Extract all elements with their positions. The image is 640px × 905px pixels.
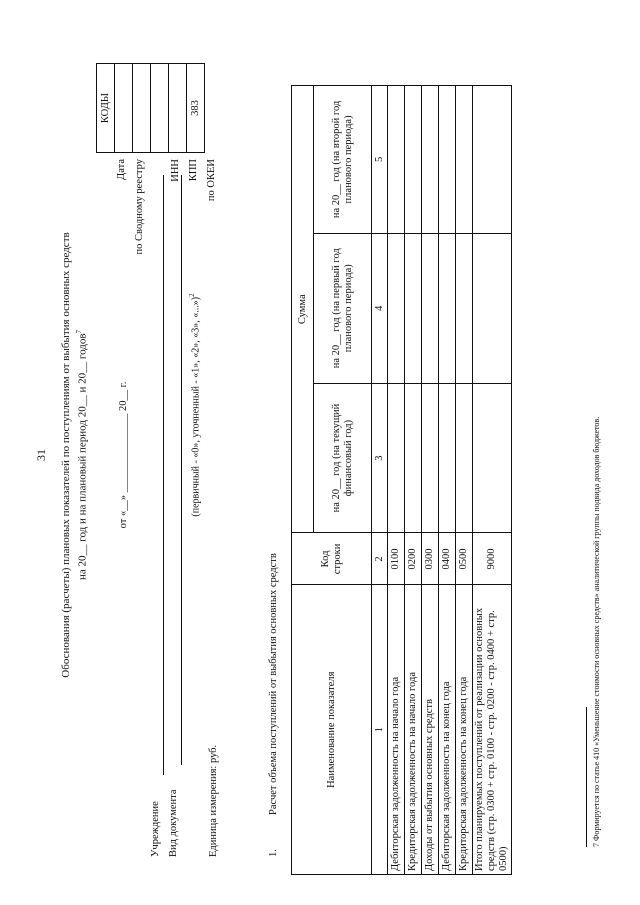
col-header-code: Код строки xyxy=(292,533,372,585)
date-line: от «__» _______________ 20__ г. xyxy=(118,381,129,529)
cell-sum-first[interactable] xyxy=(422,233,439,383)
cell-sum-first[interactable] xyxy=(439,233,456,383)
row-name: Доходы от выбытия основных средств xyxy=(422,585,439,875)
code-value-kpp xyxy=(169,64,187,153)
table-row xyxy=(439,86,456,875)
col-header-sum-current: на 20__ год (на текущий финансовый год) xyxy=(314,383,372,533)
row-code: 0400 xyxy=(439,533,456,585)
code-value-inn xyxy=(151,64,169,153)
cell-sum-second[interactable] xyxy=(388,86,405,234)
title-line-2: на 20__ год и на плановый период 20__ и 20__ годов$^7$ xyxy=(75,329,89,581)
row-code: 0100 xyxy=(388,533,405,585)
unit-label: Единица измерения: руб. xyxy=(208,744,219,857)
cell-sum-second[interactable] xyxy=(405,86,422,234)
cell-sum-current[interactable] xyxy=(439,383,456,533)
row-name: Кредиторская задолженность на начало года xyxy=(405,585,422,875)
row-code: 0200 xyxy=(405,533,422,585)
code-label-kpp: КПП xyxy=(188,159,199,182)
code-label-okei: по ОКЕИ xyxy=(206,159,217,202)
row-name: Кредиторская задолженность на конец года xyxy=(456,585,473,875)
code-label-registry: по Сводному реестру xyxy=(134,159,145,255)
doc-type-label: Вид документа xyxy=(168,789,179,857)
table-row xyxy=(388,86,405,875)
table-row xyxy=(422,86,439,875)
col-number: 2 xyxy=(372,533,388,585)
cell-sum-current[interactable] xyxy=(422,383,439,533)
table-row xyxy=(456,86,473,875)
cell-sum-current[interactable] xyxy=(388,383,405,533)
cell-sum-second[interactable] xyxy=(422,86,439,234)
cell-sum-first[interactable] xyxy=(388,233,405,383)
institution-label: Учреждение xyxy=(150,801,161,857)
cell-sum-second[interactable] xyxy=(456,86,473,234)
row-code: 0300 xyxy=(422,533,439,585)
col-number: 1 xyxy=(372,585,388,875)
row-name: Дебиторская задолженность на начало года xyxy=(388,585,405,875)
col-header-sum: Сумма xyxy=(292,86,314,533)
section-title: Расчет объема поступлений от выбытия основных средств xyxy=(268,553,279,815)
code-value-date xyxy=(115,64,133,153)
main-table xyxy=(291,85,512,875)
code-label-inn: ИНН xyxy=(170,159,181,182)
code-value-okei: 383 xyxy=(187,64,205,153)
table-row-total xyxy=(473,86,512,875)
row-name: Итого планируемых поступлений от реализации основных средств (стр. 0300 + стр. 0100 - стр. 0200 - стр. 0400 + стр. 0500) xyxy=(473,585,512,875)
col-header-sum-second: на 20__ год (на второй год планового периода) xyxy=(314,86,372,234)
footnote-divider xyxy=(586,707,587,847)
cell-sum-second[interactable] xyxy=(473,86,512,234)
cell-sum-first[interactable] xyxy=(473,233,512,383)
footnote: 7 Формируется по статье 410 «Уменьшение стоимости основных средств» аналитической группы подвида доходов бюджетов. xyxy=(592,416,601,847)
code-value-registry xyxy=(133,64,151,153)
cell-sum-current[interactable] xyxy=(473,383,512,533)
cell-sum-current[interactable] xyxy=(405,383,422,533)
doc-type-hint: (первичный - «0», уточненный - «1», «2», «3», «...»)$^2$ xyxy=(188,293,202,517)
col-header-sum-first: на 20__ год (на первый год планового периода) xyxy=(314,233,372,383)
codes-header: КОДЫ xyxy=(97,64,115,153)
cell-sum-first[interactable] xyxy=(405,233,422,383)
doc-type-line[interactable] xyxy=(181,175,182,765)
codes-table xyxy=(96,63,205,153)
code-label-date: Дата xyxy=(116,159,127,180)
col-number: 3 xyxy=(372,383,388,533)
cell-sum-second[interactable] xyxy=(439,86,456,234)
col-number: 5 xyxy=(372,86,388,234)
row-code: 0500 xyxy=(456,533,473,585)
section-number: 1. xyxy=(268,849,279,857)
row-name: Дебиторская задолженность на конец года xyxy=(439,585,456,875)
row-code: 9000 xyxy=(473,533,512,585)
table-row xyxy=(405,86,422,875)
document-title xyxy=(60,155,90,755)
cell-sum-first[interactable] xyxy=(456,233,473,383)
col-number: 4 xyxy=(372,233,388,383)
title-footnote-mark: 7 xyxy=(75,329,83,334)
page-number: 31 xyxy=(34,449,48,461)
col-header-name: Наименование показателя xyxy=(292,585,372,875)
title-line-1: Обоснования (расчеты) плановых показателей по поступлениям от выбытия основных средств xyxy=(60,232,72,678)
cell-sum-current[interactable] xyxy=(456,383,473,533)
institution-line[interactable] xyxy=(163,175,164,775)
